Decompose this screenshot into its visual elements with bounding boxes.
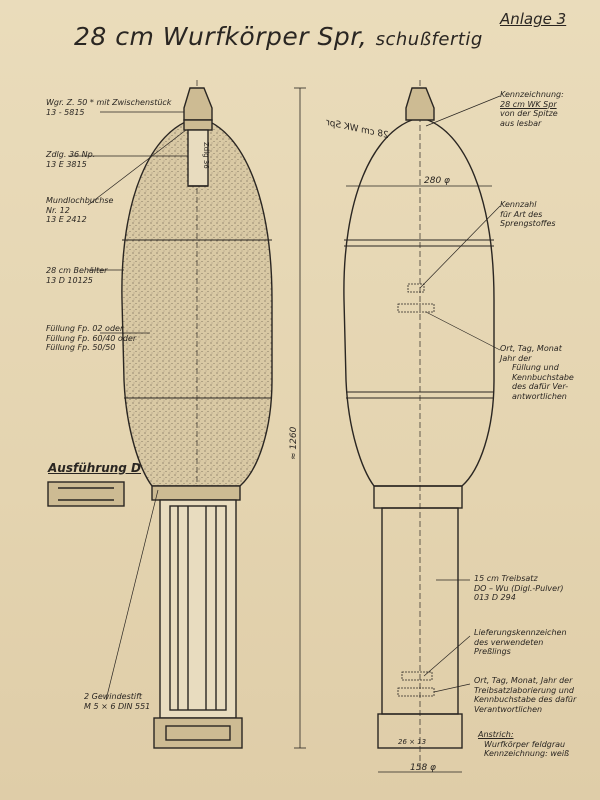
detail-d-title: Ausführung D <box>48 461 142 475</box>
label-propellant-line: 15 cm Treibsatz <box>474 574 538 583</box>
label-propellant-date-line: Verantwortlichen <box>474 704 543 714</box>
label-marking-line: 28 cm WK Spr <box>500 99 557 109</box>
label-paint <box>478 730 569 759</box>
label-delivery-line: des verwendeten <box>474 637 544 647</box>
label-marking-line: Kennzeichnung: <box>500 90 564 99</box>
label-filling <box>46 324 136 353</box>
label-mouth-line: Nr. 12 <box>46 205 70 215</box>
label-mouth-line: 13 E 2412 <box>46 215 87 224</box>
label-propellant-date-line: Kennbuchstabe des dafür <box>474 695 577 704</box>
label-delivery-code <box>474 628 567 657</box>
label-paint-line: Anstrich: <box>478 730 514 739</box>
label-propellant-date-line: Ort, Tag, Monat, Jahr der <box>474 676 573 685</box>
detail-d <box>48 482 124 506</box>
label-paint-line: Kennzeichnung: weiß <box>484 749 570 758</box>
label-setscrew-line: M 5 × 6 DIN 551 <box>84 701 151 711</box>
left-nozzle <box>154 718 242 748</box>
label-propellant <box>474 574 563 603</box>
label-booster-line: 13 E 3815 <box>46 159 87 169</box>
label-marking <box>500 90 564 128</box>
label-mouth-bushing <box>46 196 113 225</box>
label-filling-line: Füllung Fp. 02 oder <box>46 324 124 333</box>
left-fuze <box>184 88 212 120</box>
dim-head-text: 280 φ <box>424 176 450 186</box>
label-propellant-line: DO – Wu (Digl.-Pulver) <box>474 583 564 593</box>
label-booster-line: Zdlg. 36 Np. <box>46 150 96 159</box>
label-booster <box>46 150 95 169</box>
right-body-shell <box>344 118 494 486</box>
label-propellant-date-line: Treibsatzlaborierung und <box>474 685 574 695</box>
label-marking-line: von der Spitze <box>500 109 558 118</box>
appendix-label: Anlage 3 <box>500 10 567 28</box>
label-filling-date-line: Jahr der <box>500 353 532 363</box>
label-container-line: 28 cm Behälter <box>46 266 108 275</box>
zdlg-marking: Zdlg 36 <box>202 142 210 169</box>
label-delivery-line: Preßlings <box>474 647 511 656</box>
label-container-line: 13 D 10125 <box>46 275 93 285</box>
label-propellant-line: 013 D 294 <box>474 593 516 602</box>
label-fuze-line: 13 - 5815 <box>46 107 85 117</box>
label-explosive-line: Sprengstoffes <box>500 219 556 228</box>
label-filling-date-line: Ort, Tag, Monat <box>500 344 562 353</box>
label-setscrew <box>84 692 150 711</box>
label-paint-line: Wurfkörper feldgrau <box>484 739 566 749</box>
dim-nozzle-text: 26 × 13 <box>398 738 427 746</box>
label-explosive-line: für Art des <box>500 209 543 219</box>
label-filling-date-line: Füllung und <box>512 363 559 372</box>
left-motor-tube <box>160 500 236 718</box>
label-marking-line: aus lesbar <box>500 118 542 128</box>
label-filling-line: Füllung Fp. 50/50 <box>46 343 116 352</box>
label-filling-date-line: antwortlichen <box>512 391 567 401</box>
left-motor-collar <box>152 486 240 500</box>
dim-tail-text: 158 φ <box>410 763 436 773</box>
left-fuze-adapter <box>184 120 212 130</box>
label-explosive-line: Kennzahl <box>500 200 537 209</box>
dim-length-text: ≈ 1260 <box>289 426 299 460</box>
title-suffix: schußfertig <box>375 29 483 50</box>
label-fuze-line: Wgr. Z. 50 * mit Zwischenstück <box>46 98 172 107</box>
label-filling-line: Füllung Fp. 60/40 oder <box>46 333 137 343</box>
label-explosive-code <box>500 200 556 229</box>
label-mouth-line: Mundlochbuchse <box>46 196 114 205</box>
right-fuze <box>406 88 434 120</box>
label-filling-date-line: des dafür Ver- <box>512 382 569 391</box>
label-filling-date-line: Kennbuchstabe <box>512 372 574 382</box>
label-propellant-date <box>474 676 576 714</box>
right-motor-collar <box>374 486 462 508</box>
label-fuze <box>46 98 171 117</box>
title-main: 28 cm Wurfkörper Spr, <box>74 22 368 51</box>
body-marking: 28 cm WK Spr <box>325 117 390 141</box>
label-container <box>46 266 107 285</box>
label-filling-date <box>500 344 574 401</box>
label-setscrew-line: 2 Gewindestift <box>84 692 143 701</box>
label-delivery-line: Lieferungskennzeichen <box>474 628 567 637</box>
